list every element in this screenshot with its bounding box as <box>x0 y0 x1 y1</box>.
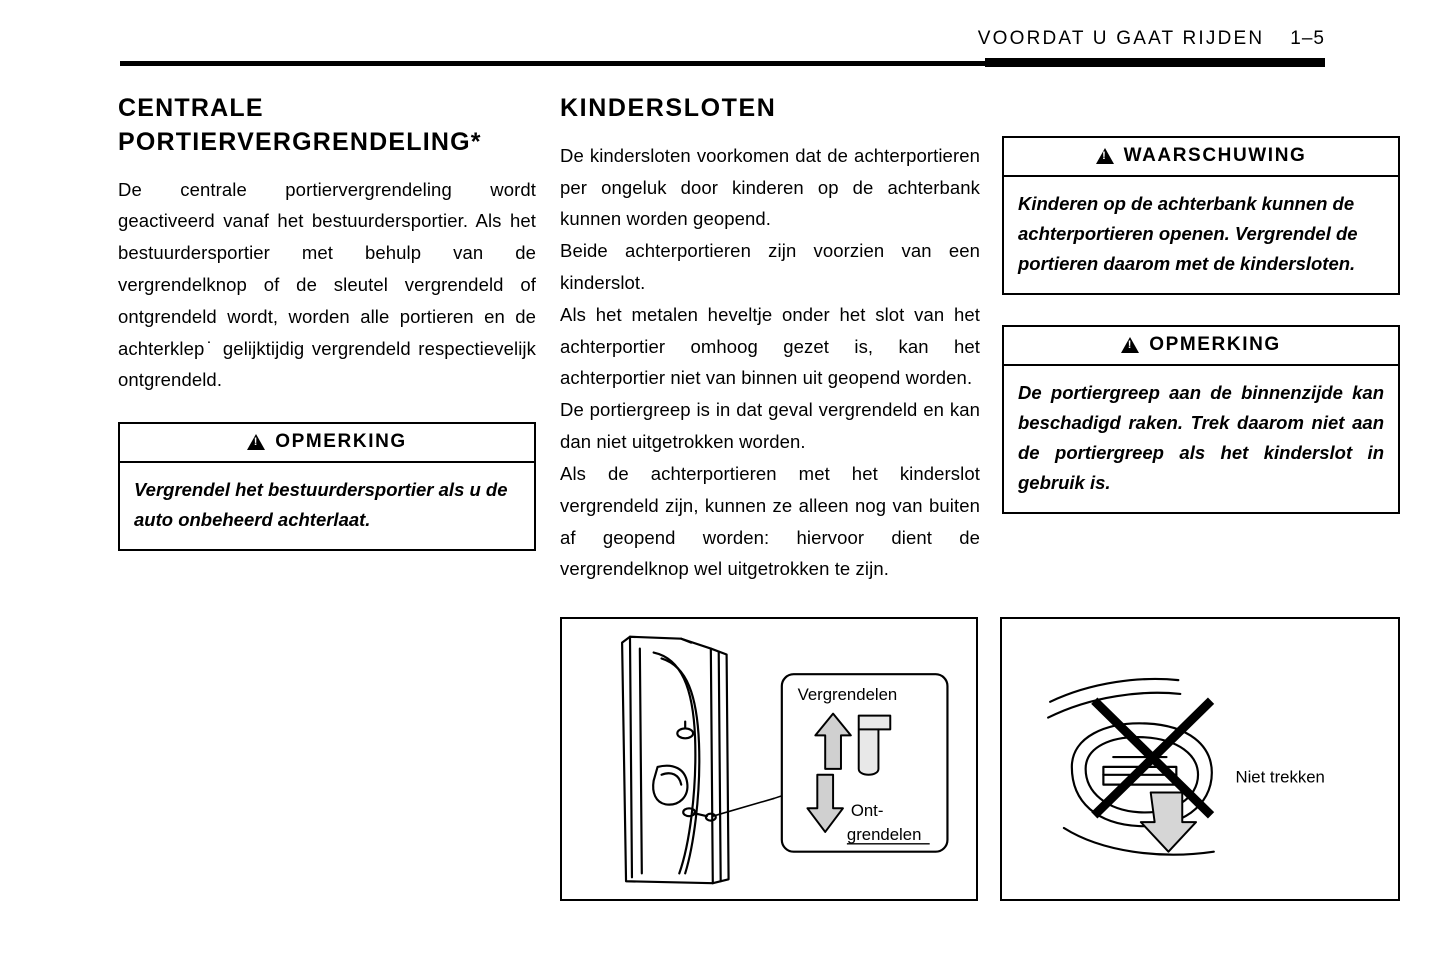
section-title-child-locks: KINDERSLOTEN <box>560 94 777 122</box>
middle-column <box>560 92 980 585</box>
paragraph-child-locks-5: Als de achterportieren met het kinderslot vergrendeld zijn, kunnen ze alleen nog van buiten af geopend worden: hiervoor dient de vergrendelknop wel uitgetrokken te zijn. <box>560 462 980 580</box>
header-title-group <box>978 28 1325 50</box>
page-title: VOORDAT U GAAT RIJDEN <box>977 28 1265 49</box>
note-box-right <box>1002 325 1400 514</box>
page-header <box>120 28 1325 68</box>
section-title-central-locking: CENTRALE PORTIERVERGRENDELING* <box>118 94 482 156</box>
figure-child-lock-door <box>560 617 978 901</box>
figure-label-do-not-pull: Niet trekken <box>1235 767 1325 787</box>
paragraph-child-locks-3: Als het metalen heveltje onder het slot van het achterportier omhoog gezet is, kan het achterportier niet van binnen uit geopend worden. <box>560 303 980 389</box>
note-box-left-header <box>120 424 534 463</box>
paragraph-central-locking: De centrale portiervergrendeling wordt geactiveerd vanaf het bestuurdersportier. Als het bestuurdersportier met behulp van de vergrendelknop of de sleutel vergrendeld of ontgrendeld wordt, worden alle portieren en de achterklep˙ gelijktijdig vergrendeld respectievelijk ontgrendeld. <box>118 178 536 391</box>
note-box-right-header <box>1004 327 1398 366</box>
header-divider-accent <box>985 58 1325 67</box>
figure-child-lock-illustration <box>562 619 976 899</box>
figure-label-unlock-line1: Ont- <box>850 801 884 821</box>
warning-box <box>1002 136 1400 295</box>
warning-box-text: Kinderen op de achterbank kunnen de achterportieren openen. Vergrendel de portieren daarom met de kindersloten. <box>1018 193 1358 274</box>
warning-triangle-icon <box>1096 148 1114 164</box>
left-column <box>118 92 536 551</box>
warning-box-title: WAARSCHUWING <box>1123 145 1307 166</box>
paragraph-child-locks-4: De portiergreep is in dat geval vergrendeld en kan dan niet uitgetrokken worden. <box>560 399 980 453</box>
paragraph-child-locks-1: De kindersloten voorkomen dat de achterportieren per ongeluk door kinderen op de achterbank kunnen worden geopend. <box>560 144 980 230</box>
note-box-right-text: De portiergreep aan de binnenzijde kan beschadigd raken. Trek daarom niet aan de portiergreep als het kinderslot in gebruik is. <box>1018 381 1384 493</box>
note-box-left-text: Vergrendel het bestuurdersportier als u de auto onbeheerd achterlaat. <box>134 479 508 531</box>
note-box-right-title: OPMERKING <box>1149 333 1281 355</box>
page-number: 1–5 <box>1290 28 1325 49</box>
arrow-pull-icon <box>1141 793 1196 852</box>
figure-label-lock: Vergrendelen <box>797 684 898 704</box>
figure-do-not-pull <box>1000 617 1400 901</box>
figure-label-unlock-line2: grendelen <box>846 824 922 844</box>
figure-do-not-pull-illustration <box>1002 619 1398 899</box>
note-box-left-title: OPMERKING <box>275 431 407 453</box>
right-column <box>1002 92 1400 514</box>
warning-triangle-icon <box>1121 337 1139 353</box>
paragraph-child-locks-2: Beide achterportieren zijn voorzien van een kinderslot. <box>560 240 980 293</box>
warning-box-header <box>1004 138 1398 177</box>
warning-triangle-icon <box>247 434 265 450</box>
note-box-left <box>118 422 536 551</box>
